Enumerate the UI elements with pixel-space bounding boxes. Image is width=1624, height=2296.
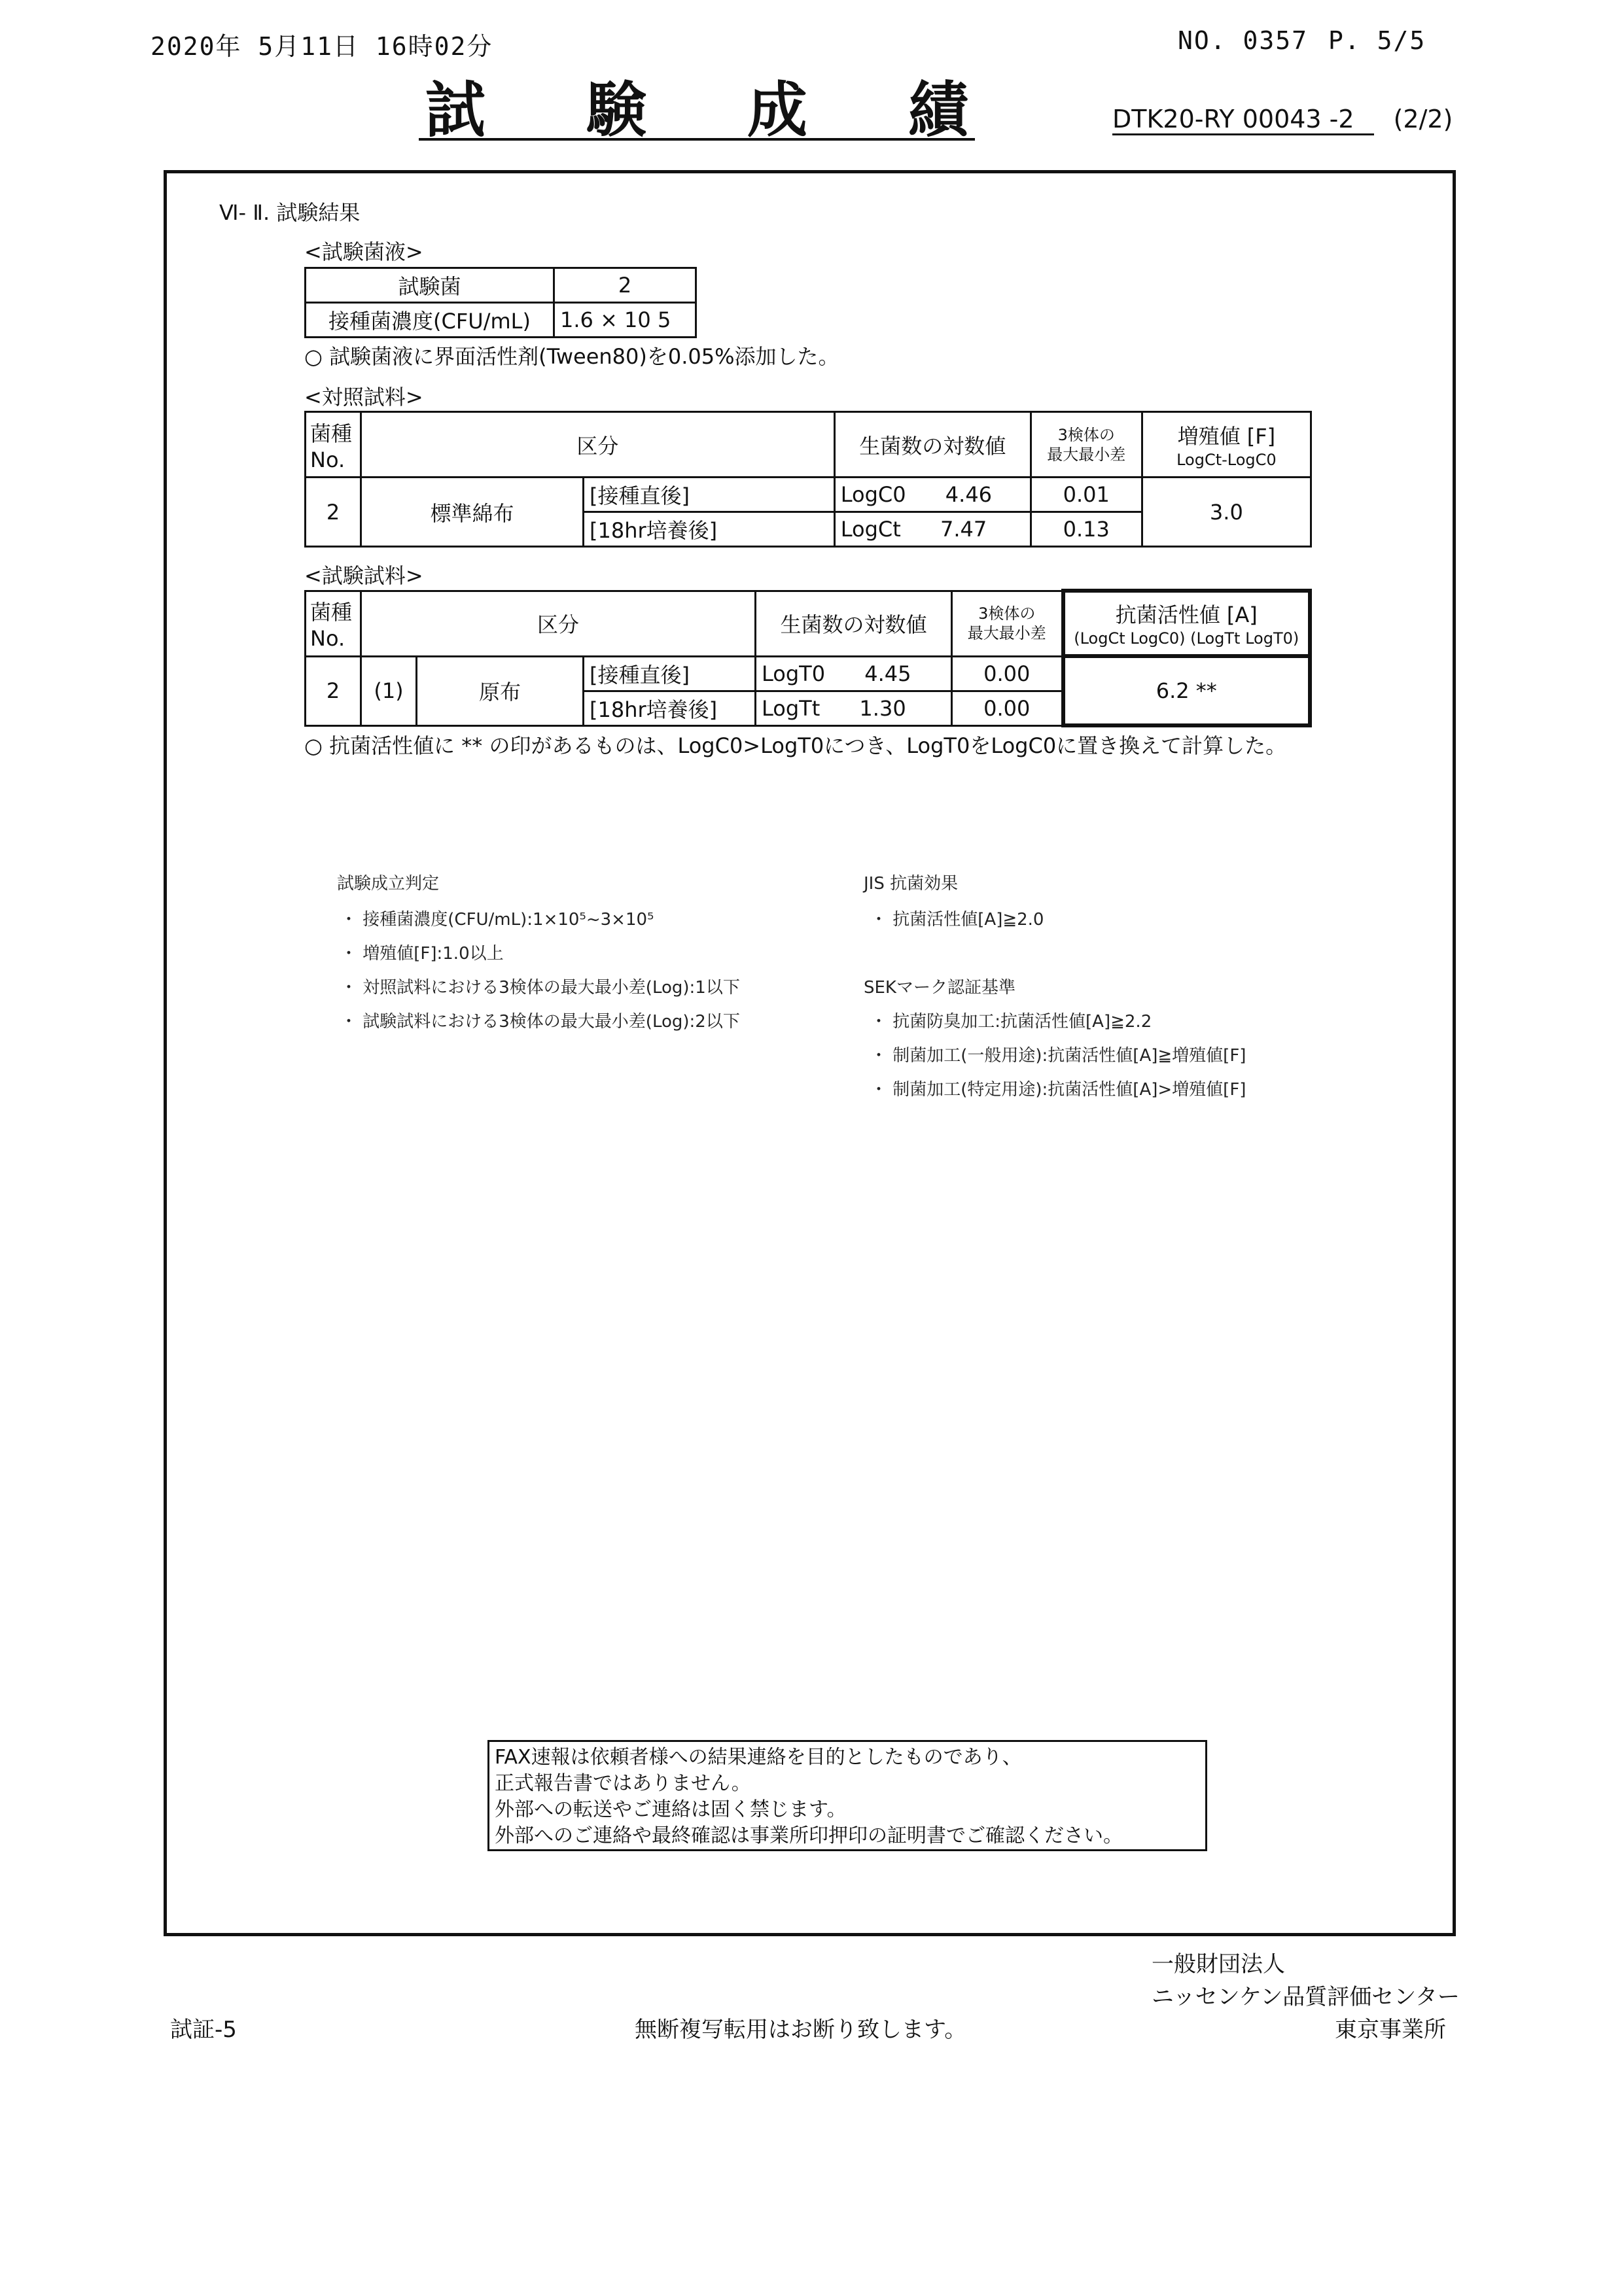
table-cell — [306, 591, 361, 656]
log-symbol: LogC0 — [840, 482, 906, 507]
title-char: 試 — [425, 74, 486, 145]
table-cell: 生菌数の対数値 — [834, 412, 1031, 478]
criteria-item: ・ 抗菌防臭加工:抗菌活性値[A]≧2.2 — [870, 1012, 1152, 1032]
title-char: 績 — [908, 74, 968, 145]
criteria-item: ・ 制菌加工(一般用途):抗菌活性値[A]≧増殖値[F] — [870, 1046, 1246, 1066]
table-cell: 0.00 — [952, 691, 1063, 725]
table-cell — [756, 691, 952, 725]
title-char: 験 — [586, 74, 646, 145]
table-cell: 0.13 — [1031, 512, 1142, 547]
table-cell: 6.2 ** — [1063, 656, 1311, 725]
log-value: 7.47 — [940, 517, 987, 542]
doc-code: DTK20-RY 00043 -2 — [1112, 105, 1374, 135]
criteria-item: ・ 制菌加工(特定用途):抗菌活性値[A]>増殖値[F] — [870, 1080, 1246, 1100]
test-sample-heading: <試験試料> — [304, 563, 423, 588]
fax-notice-line: FAX速報は依頼者様への結果連絡を目的としたものであり、 — [495, 1746, 1022, 1769]
table-cell: 試験菌 — [306, 268, 554, 303]
header-text: No. — [310, 447, 345, 472]
table-cell: 2 — [554, 268, 696, 303]
table-cell: 3検体の 最大最小差 — [952, 591, 1063, 656]
section-title: Ⅵ- Ⅱ. 試験結果 — [219, 200, 361, 225]
fax-notice-line: 外部への転送やご連絡は固く禁じます。 — [495, 1798, 847, 1821]
jis-title: JIS 抗菌効果 — [864, 874, 959, 894]
fax-notice-box — [487, 1740, 1207, 1851]
table-row — [306, 656, 1311, 691]
table-cell: [接種直後] — [584, 656, 756, 691]
table-row — [306, 268, 696, 303]
doc-page: (2/2) — [1393, 105, 1453, 133]
table-row — [306, 412, 1311, 478]
fax-notice-line: 正式報告書ではありません。 — [495, 1772, 751, 1795]
table-cell — [1063, 591, 1311, 656]
log-symbol: LogCt — [840, 517, 901, 542]
test-sample-table — [304, 589, 1312, 727]
validity-title: 試験成立判定 — [337, 874, 440, 894]
fax-number: NO. 0357 — [1178, 26, 1309, 55]
table-cell: 3.0 — [1142, 478, 1311, 547]
sek-title: SEKマーク認証基準 — [864, 978, 1015, 998]
header-text: (LogCt LogC0) (LogTt LogT0) — [1074, 629, 1299, 648]
test-liquid-table — [304, 267, 697, 338]
org-type: 一般財団法人 — [1152, 1951, 1285, 1977]
criteria-item: ・ 対照試料における3検体の最大最小差(Log):1以下 — [340, 978, 740, 998]
table-cell: 2 — [306, 478, 361, 547]
table-cell: 2 — [306, 656, 361, 725]
table-row — [306, 303, 696, 338]
office-name: 東京事業所 — [1335, 2017, 1446, 2043]
test-sample-note: ○ 抗菌活性値に ** の印があるものは、LogC0>LogT0につき、LogT0をLogC0に置き換えて計算した。 — [304, 733, 1287, 758]
table-cell: 区分 — [361, 591, 756, 656]
table-cell — [1142, 412, 1311, 478]
log-value: 4.45 — [864, 661, 911, 686]
table-cell: [18hr培養後] — [584, 691, 756, 725]
control-table — [304, 411, 1312, 548]
header-text: LogCt-LogC0 — [1176, 450, 1277, 469]
org-name: ニッセンケン品質評価センター — [1152, 1984, 1460, 2010]
control-heading: <対照試料> — [304, 385, 423, 409]
table-cell: 0.00 — [952, 656, 1063, 691]
table-cell: 原布 — [417, 656, 584, 725]
fax-notice-line: 外部へのご連絡や最終確認は事業所印押印の証明書でご確認ください。 — [495, 1824, 1123, 1847]
table-cell: 3検体の 最大最小差 — [1031, 412, 1142, 478]
table-cell: 接種菌濃度(CFU/mL) — [306, 303, 554, 338]
header-text: 増殖値 [F] — [1177, 423, 1276, 449]
table-cell — [834, 478, 1031, 512]
criteria-item: ・ 接種菌濃度(CFU/mL):1×10⁵~3×10⁵ — [340, 910, 654, 930]
table-cell — [756, 656, 952, 691]
table-cell: (1) — [361, 656, 417, 725]
document-number — [1112, 105, 1453, 133]
log-value: 4.46 — [945, 482, 993, 507]
table-row — [306, 591, 1311, 656]
table-cell: 生菌数の対数値 — [756, 591, 952, 656]
table-row — [306, 478, 1311, 512]
fax-datetime: 2020年 5月11日 16時02分 — [150, 32, 493, 61]
table-cell: 0.01 — [1031, 478, 1142, 512]
header-text: 菌種 — [310, 600, 353, 625]
criteria-item: ・ 試験試料における3検体の最大最小差(Log):2以下 — [340, 1012, 740, 1032]
test-liquid-note: ○ 試験菌液に界面活性剤(Tween80)を0.05%添加した。 — [304, 344, 839, 369]
form-code: 試証-5 — [170, 2017, 237, 2043]
log-symbol: LogT0 — [762, 661, 826, 686]
table-cell: [18hr培養後] — [584, 512, 835, 547]
criteria-item: ・ 抗菌活性値[A]≧2.0 — [870, 910, 1044, 930]
table-cell: 1.6 × 10 5 — [554, 303, 696, 338]
table-cell — [306, 412, 361, 478]
header-text: No. — [310, 626, 345, 651]
fax-page: P. 5/5 — [1328, 26, 1426, 55]
copyright-notice: 無断複写転用はお断り致します。 — [635, 2017, 967, 2043]
table-cell — [834, 512, 1031, 547]
table-cell: 標準綿布 — [361, 478, 584, 547]
table-cell: [接種直後] — [584, 478, 835, 512]
header-text: 抗菌活性値 [A] — [1115, 602, 1258, 627]
header-text: 菌種 — [310, 421, 353, 446]
criteria-item: ・ 増殖値[F]:1.0以上 — [340, 944, 504, 964]
page-title — [419, 72, 975, 145]
test-liquid-heading: <試験菌液> — [304, 239, 423, 264]
log-value: 1.30 — [859, 695, 906, 721]
table-cell: 区分 — [361, 412, 835, 478]
log-symbol: LogTt — [762, 695, 821, 721]
title-char: 成 — [747, 74, 807, 145]
